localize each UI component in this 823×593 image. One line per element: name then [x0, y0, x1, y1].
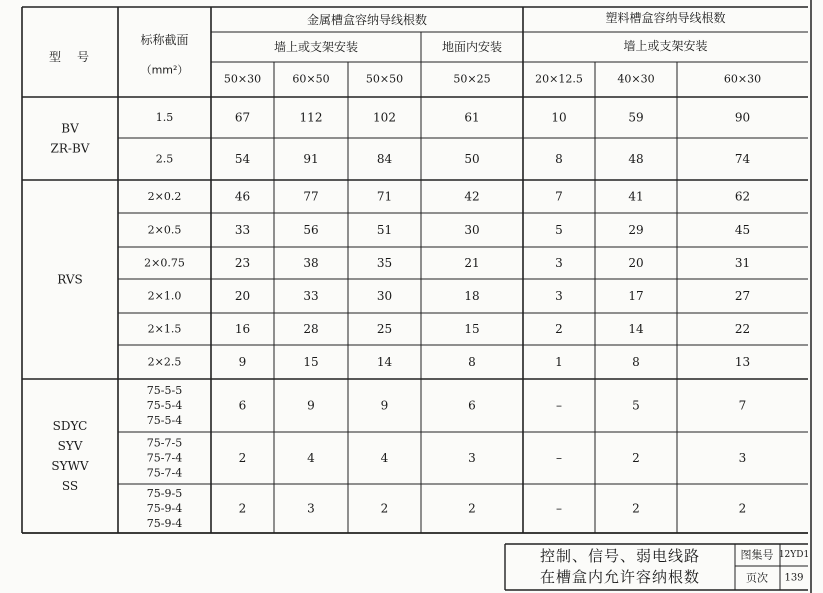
capacity-value: 62 [734, 189, 751, 204]
capacity-value: 1 [555, 355, 563, 369]
capacity-value: 4 [380, 451, 389, 465]
capacity-value: 45 [734, 223, 751, 237]
plastic-trunking-group-header: 塑料槽盒容纳导线根数 [605, 11, 726, 25]
capacity-value: 56 [303, 223, 319, 237]
section-value: 75-9-4 [146, 502, 183, 515]
page-number-value: 139 [784, 572, 804, 584]
section-value: 75-5-5 [146, 384, 183, 397]
capacity-value: 3 [555, 256, 563, 270]
capacity-value: 2 [238, 451, 247, 465]
section-value: 2.5 [155, 152, 174, 166]
capacity-value: 2 [380, 501, 389, 516]
capacity-value: 4 [307, 451, 315, 465]
capacity-value: 9 [238, 355, 247, 369]
capacity-value: 22 [734, 322, 751, 336]
section-value: 2×2.5 [147, 355, 182, 369]
capacity-value: 14 [628, 322, 644, 336]
page-number-label: 页次 [746, 571, 768, 585]
size-header: 50×25 [453, 72, 491, 86]
capacity-value: 46 [234, 189, 251, 204]
capacity-value: 15 [464, 322, 480, 336]
capacity-value: 8 [632, 355, 640, 369]
section-value: 75-5-4 [146, 399, 183, 412]
capacity-value: 2 [632, 501, 640, 516]
capacity-value: 3 [468, 451, 476, 465]
capacity-value: 14 [376, 355, 393, 369]
capacity-value: 67 [234, 110, 251, 125]
cable-type-label: SYV [57, 439, 83, 453]
size-header: 50×50 [365, 72, 404, 86]
capacity-value: – [556, 451, 562, 465]
capacity-value: 6 [238, 398, 247, 413]
size-header: 60×50 [292, 72, 330, 86]
cable-type-label: SDYC [52, 419, 88, 433]
drawing-title-line1: 控制、信号、弱电线路 [539, 547, 701, 565]
capacity-value: 8 [468, 355, 476, 369]
capacity-value: 23 [234, 256, 251, 270]
capacity-value: 3 [307, 501, 315, 516]
capacity-value: 7 [738, 398, 747, 413]
section-value: 75-7-4 [146, 466, 183, 480]
section-value: 75-9-4 [146, 517, 183, 530]
size-header: 60×30 [723, 72, 762, 86]
capacity-value: 54 [234, 152, 251, 166]
capacity-value: 90 [734, 110, 751, 125]
capacity-value: 48 [628, 152, 644, 166]
size-header: 40×30 [617, 72, 655, 86]
section-value: 75-5-4 [146, 414, 183, 427]
capacity-value: 15 [303, 355, 319, 369]
cable-type-label: SS [61, 479, 79, 493]
capacity-value: 16 [234, 322, 251, 336]
section-column-header: 标称截面 [140, 33, 189, 47]
capacity-value: 28 [303, 322, 319, 336]
capacity-value: 5 [555, 223, 563, 237]
capacity-value: 18 [464, 289, 480, 303]
capacity-value: 5 [632, 398, 640, 413]
section-value: 75-7-5 [146, 436, 183, 450]
capacity-value: 91 [303, 152, 319, 166]
section-value: 2×1.5 [147, 322, 182, 336]
capacity-value: 77 [303, 189, 319, 204]
capacity-value: – [556, 501, 562, 516]
section-value: 2×0.75 [144, 256, 185, 270]
section-value: 75-9-5 [146, 487, 183, 500]
capacity-value: 35 [376, 256, 393, 270]
capacity-value: 6 [468, 398, 476, 413]
capacity-value: 102 [373, 110, 396, 125]
section-value: 2×1.0 [147, 289, 182, 303]
type-column-header: 型 号 [48, 50, 92, 64]
capacity-value: 71 [376, 189, 393, 204]
capacity-value: 30 [464, 223, 480, 237]
cable-type-label: SYWV [51, 459, 89, 473]
capacity-value: 29 [628, 223, 644, 237]
capacity-value: 31 [734, 256, 751, 270]
atlas-number-label: 图集号 [740, 548, 774, 562]
capacity-value: 51 [376, 223, 393, 237]
plastic-wall-mount-header: 墙上或支架安装 [623, 39, 708, 53]
capacity-value: 2 [632, 451, 640, 465]
metal-wall-mount-header: 墙上或支架安装 [273, 40, 359, 54]
metal-trunking-group-header: 金属槽盒容纳导线根数 [306, 13, 428, 27]
capacity-value: 41 [628, 189, 644, 204]
section-value: 2×0.2 [147, 190, 182, 203]
capacity-value: 21 [464, 256, 480, 270]
capacity-value: 74 [734, 152, 751, 166]
capacity-value: 50 [464, 152, 480, 166]
capacity-value: 61 [464, 110, 480, 125]
cable-type-label: ZR-BV [50, 141, 90, 156]
capacity-value: 2 [738, 501, 747, 516]
capacity-value: 20 [234, 289, 251, 303]
capacity-value: 42 [464, 189, 480, 204]
capacity-value: 8 [555, 152, 563, 166]
drawing-title-line2: 在槽盒内允许容纳根数 [539, 568, 701, 586]
capacity-value: 59 [628, 110, 644, 125]
capacity-value: 20 [628, 256, 644, 270]
capacity-value: 3 [738, 451, 747, 465]
capacity-value: 38 [303, 256, 319, 270]
capacity-value: 13 [734, 355, 751, 369]
capacity-value: 7 [555, 189, 563, 204]
capacity-value: – [556, 398, 562, 413]
capacity-value: 84 [376, 152, 393, 166]
metal-floor-mount-header: 地面内安装 [441, 40, 503, 54]
capacity-value: 17 [628, 289, 644, 303]
capacity-value: 112 [299, 110, 323, 125]
section-value: 75-7-4 [146, 451, 183, 465]
capacity-value: 2 [238, 501, 247, 516]
capacity-value: 2 [468, 501, 476, 516]
capacity-value: 10 [551, 110, 567, 125]
capacity-value: 27 [734, 289, 751, 303]
capacity-value: 30 [376, 289, 393, 303]
cable-type-label: BV [61, 121, 79, 136]
capacity-value: 2 [555, 322, 563, 336]
atlas-number-value: 12YD1 [778, 550, 810, 560]
capacity-value: 25 [376, 322, 393, 336]
section-value: 1.5 [155, 111, 174, 124]
capacity-value: 33 [303, 289, 319, 303]
section-value: 2×0.5 [147, 223, 182, 237]
capacity-value: 33 [234, 223, 251, 237]
capacity-value: 3 [555, 289, 563, 303]
size-header: 20×12.5 [535, 72, 583, 86]
cable-type-label: RVS [57, 272, 83, 287]
capacity-value: 9 [307, 398, 315, 413]
size-header: 50×30 [223, 72, 262, 86]
section-unit-label: （mm²） [140, 63, 189, 77]
capacity-value: 9 [380, 398, 389, 413]
